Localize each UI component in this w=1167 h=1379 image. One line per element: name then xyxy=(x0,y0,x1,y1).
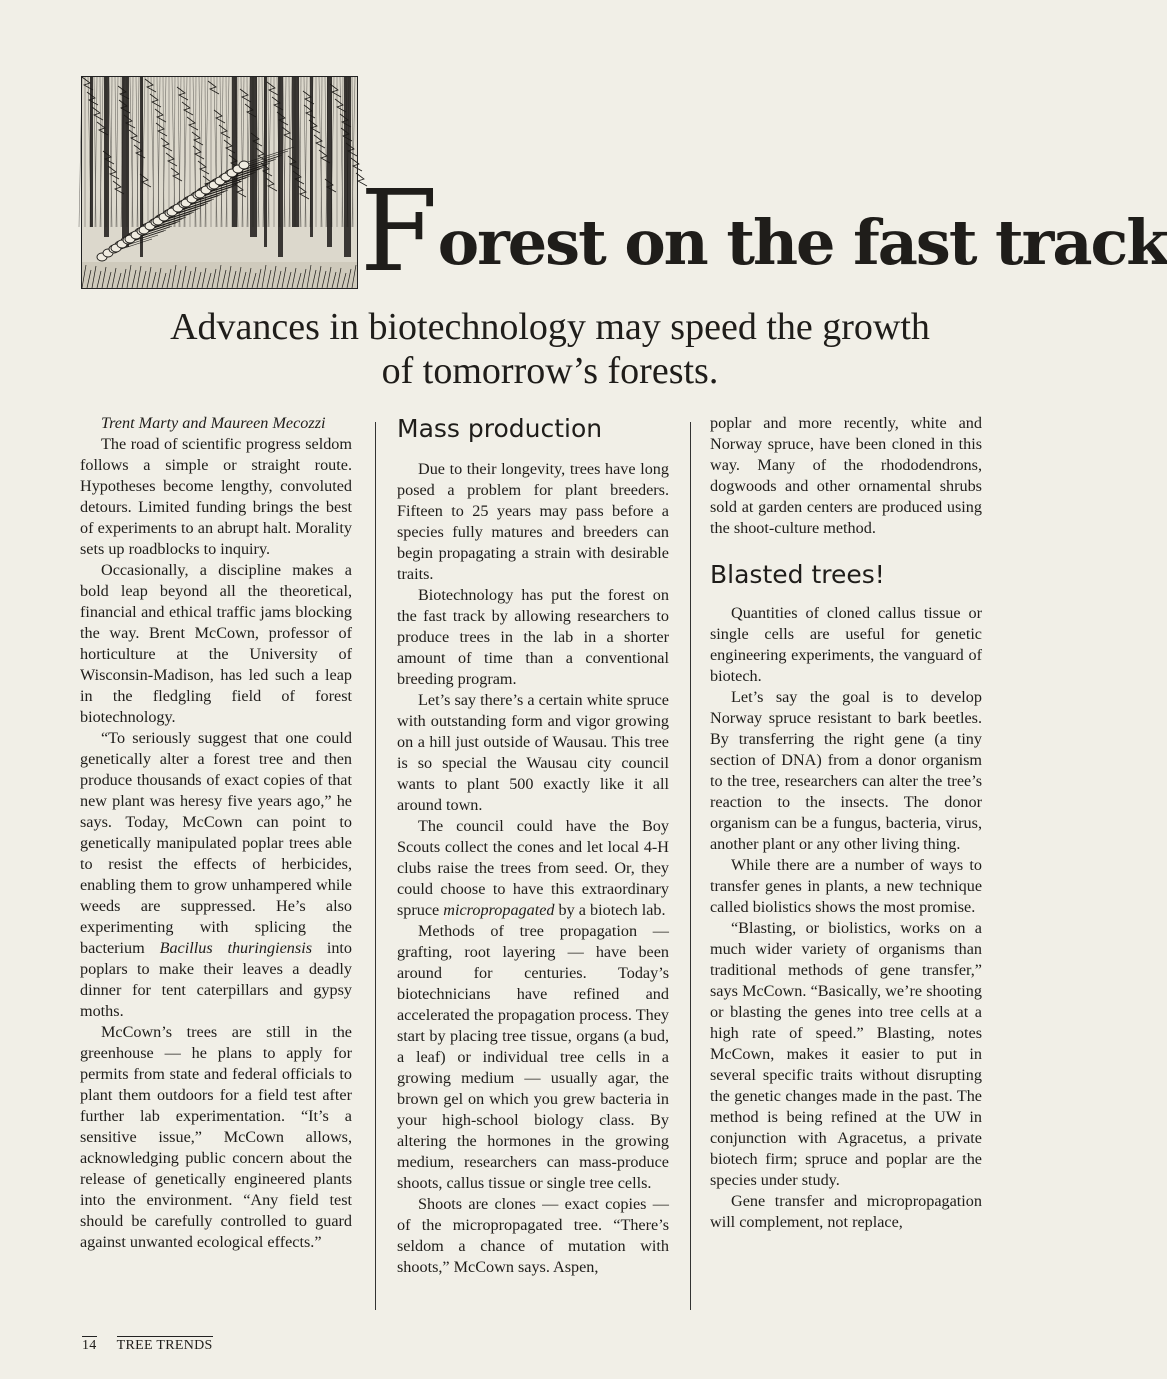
paragraph: “Blasting, or biolistics, works on a much wider variety of organisms than traditional methods of gene transfer,” says McCown. “Basically, we’re shooting or blasting the genes into tree cells at a high rate of speed.” Blasting, notes McCown, makes it easier to put in several specific traits without disrupting the genetic changes made in the past. The method is being refined at the UW in conjunction with Agracetus, a private biotech firm; spruce and poplar are the species under study. xyxy=(710,919,982,1189)
italic-term: micropropagated xyxy=(443,901,555,919)
paragraph: Shoots are clones — exact copies — of the micropropagated tree. “There’s seldom a chance of mutation with shoots,” McCown says. Aspen, xyxy=(397,1195,669,1276)
log-pile-forest-illustration xyxy=(81,76,358,289)
column-1 xyxy=(80,413,352,1253)
byline: Trent Marty and Maureen Mecozzi xyxy=(101,414,326,432)
column-divider xyxy=(375,422,376,1310)
paragraph: McCown’s trees are still in the greenhouse — he plans to apply for permits from state and federal officials to plant them outdoors for a field test after further lab experimentation. “It’s a sensitive issue,” McCown allows, acknowledging public concern about the release of genetically engineered plants into the environment. “Any field test should be carefully controlled to guard against unwanted ecological effects.” xyxy=(80,1023,352,1251)
column-divider xyxy=(690,422,691,1310)
paragraph: Gene transfer and micropropagation will complement, not replace, xyxy=(710,1192,982,1231)
paragraph: Methods of tree propagation — grafting, root layering — have been around for centuries. Today’s biotechnicians have refined and accelerated the propagation process. They start by placing tree tissue, organs (a bud, a leaf) or individual tree cells in a growing medium — usually agar, the brown gel on which you grew bacteria in your high-school biology class. By altering the hormones in the growing medium, researchers can mass-produce shoots, callus tissue or single tree cells. xyxy=(397,922,669,1192)
article-subtitle: Advances in biotechnology may speed the growth of tomorrow’s forests. xyxy=(170,306,930,392)
paragraph: The road of scientific progress seldom follows a simple or straight route. Hypotheses become lengthy, convoluted detours. Limited funding brings the best of experiments to an abrupt halt. Morality sets up roadblocks to inquiry. xyxy=(80,435,352,558)
paragraph: Let’s say the goal is to develop Norway spruce resistant to bark beetles. By transferring the right gene (a tiny section of DNA) from a donor organism to the tree, researchers can alter the tree’s reaction to the insects. The donor organism can be a fungus, bacteria, virus, another plant or any other living thing. xyxy=(710,688,982,853)
page-footer xyxy=(82,1336,213,1354)
column-2 xyxy=(397,413,669,1278)
paragraph: poplar and more recently, white and Norway spruce, have been cloned in this way. Many of the rhododendrons, dogwoods and other ornamental shrubs sold at garden centers are produced using the shoot-culture method. xyxy=(710,414,982,537)
text-run: The council could have the Boy Scouts collect the cones and let local 4-H clubs raise the trees from seed. Or, they could choose to have this extraordinary spruce xyxy=(397,817,669,919)
title-dropcap: F xyxy=(360,167,438,297)
log-pile-forest-icon xyxy=(82,77,357,288)
column-3 xyxy=(710,413,982,1233)
paragraph xyxy=(397,816,669,921)
paragraph: While there are a number of ways to transfer genes in plants, a new technique called biolistics shows the most promise. xyxy=(710,856,982,916)
text-run: into poplars to make their leaves a deadly dinner for tent caterpillars and gypsy moths. xyxy=(80,939,353,1020)
publication-name: TREE TRENDS xyxy=(116,1338,213,1353)
paragraph: Biotechnology has put the forest on the fast track by allowing researchers to produce trees in the lab in a shorter amount of time than a conventional breeding program. xyxy=(397,586,669,688)
text-run: “To seriously suggest that one could genetically alter a forest tree and then produce thousands of exact copies of that new plant was heresy five years ago,” he says. Today, McCown can point to genetically manipulated poplar trees able to resist the effects of herbicides, enabling them to grow unhampered while weeds are suppressed. He’s also experimenting with splicing the bacterium xyxy=(80,729,352,957)
page-number: 14 xyxy=(82,1338,97,1353)
text-run: by a biotech lab. xyxy=(554,901,666,919)
article-title xyxy=(360,167,1167,297)
species-name: Bacillus thuringiensis xyxy=(159,939,312,957)
title-text: orest on the fast track xyxy=(437,206,1167,279)
section-heading: Mass production xyxy=(397,414,603,443)
paragraph: Occasionally, a discipline makes a bold leap beyond all the theoretical, financial and ethical traffic jams blocking the way. Brent McCown, professor of horticulture at the University of Wisconsin-Madison, has led such a leap in the fledgling field of forest biotechnology. xyxy=(80,561,352,726)
section-heading: Blasted trees! xyxy=(710,560,885,589)
paragraph: Let’s say there’s a certain white spruce with outstanding form and vigor growing on a hill just outside of Wausau. This tree is so special the Wausau city council wants to plant 500 exactly like it all around town. xyxy=(397,691,669,814)
paragraph: Due to their longevity, trees have long posed a problem for plant breeders. Fifteen to 25 years may pass before a species fully matures and breeders can begin propagating a strain with desirable traits. xyxy=(397,460,669,583)
paragraph: Quantities of cloned callus tissue or single cells are useful for genetic engineering experiments, the vanguard of biotech. xyxy=(710,604,982,685)
paragraph xyxy=(80,728,352,1022)
